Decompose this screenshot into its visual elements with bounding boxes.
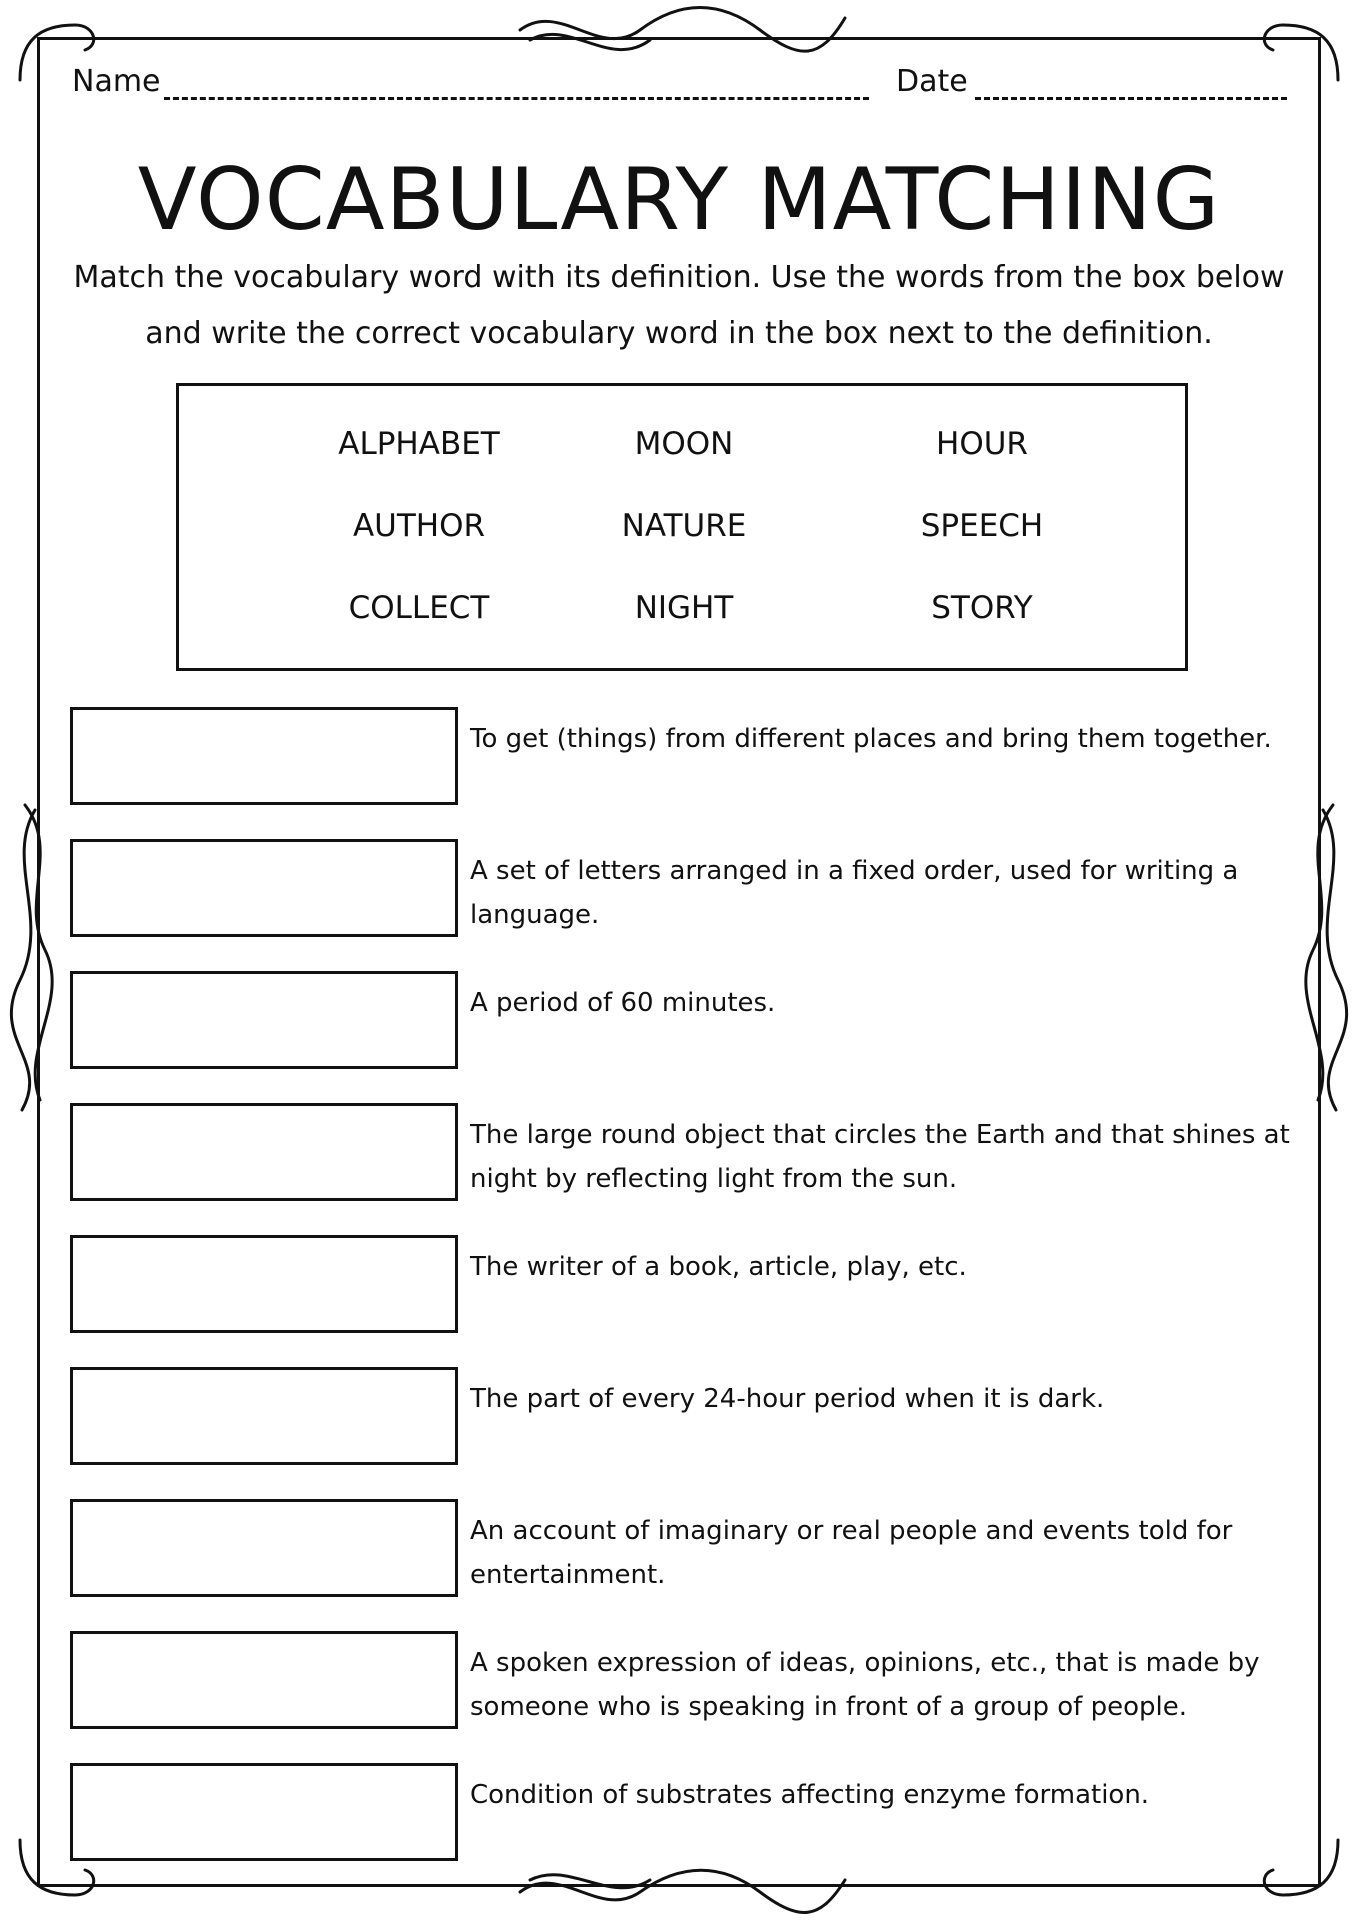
matching-row (70, 1103, 1300, 1203)
answer-box[interactable] (70, 839, 458, 937)
definition-text: The large round object that circles the Earth and that shines at night by reflecting light from the sun. (470, 1120, 1290, 1194)
matching-row (70, 1499, 1300, 1599)
name-blank-field[interactable] (164, 97, 869, 100)
matching-row (70, 971, 1300, 1071)
answer-box[interactable] (70, 1499, 458, 1597)
word-bank-item: AUTHOR (352, 508, 486, 544)
definition-text: Condition of substrates affecting enzyme formation. (470, 1780, 1150, 1810)
date-blank-field[interactable] (975, 97, 1287, 100)
student-info-line (72, 64, 1292, 114)
matching-row (70, 1367, 1300, 1467)
instructions: Match the vocabulary word with its definition. Use the words from the box below and write the correct vocabulary word in the box next to the definition. (73, 260, 1285, 351)
word-bank-item: STORY (931, 590, 1033, 626)
word-bank (176, 383, 1188, 671)
definition-text: A period of 60 minutes. (470, 988, 776, 1018)
definition-text: The part of every 24-hour period when it is dark. (470, 1384, 1105, 1414)
answer-box[interactable] (70, 971, 458, 1069)
matching-row (70, 707, 1300, 807)
definition-text: A spoken expression of ideas, opinions, etc., that is made by someone who is speaking in front of a group of people. (470, 1648, 1260, 1722)
answer-box[interactable] (70, 1103, 458, 1201)
word-bank-item: COLLECT (348, 590, 490, 626)
word-bank-item: NIGHT (634, 590, 734, 626)
worksheet-title: VOCABULARY MATCHING (137, 150, 1221, 250)
matching-row (70, 1235, 1300, 1335)
answer-box[interactable] (70, 1763, 458, 1861)
matching-row (70, 1631, 1300, 1731)
word-bank-item: MOON (634, 426, 734, 462)
answer-box[interactable] (70, 707, 458, 805)
word-bank-item: HOUR (936, 426, 1028, 462)
date-label: Date (896, 64, 968, 99)
definition-text: An account of imaginary or real people and events told for entertainment. (470, 1516, 1233, 1590)
word-bank-item: ALPHABET (338, 426, 500, 462)
definition-text: To get (things) from different places and bring them together. (470, 724, 1272, 754)
definition-text: The writer of a book, article, play, etc. (470, 1252, 967, 1282)
answer-box[interactable] (70, 1367, 458, 1465)
answer-box[interactable] (70, 1631, 458, 1729)
word-bank-item: NATURE (621, 508, 747, 544)
matching-row (70, 1763, 1300, 1863)
word-bank-item: SPEECH (920, 508, 1044, 544)
matching-row (70, 839, 1300, 939)
name-label: Name (72, 64, 161, 99)
definition-text: A set of letters arranged in a fixed order, used for writing a language. (470, 856, 1239, 930)
answer-box[interactable] (70, 1235, 458, 1333)
